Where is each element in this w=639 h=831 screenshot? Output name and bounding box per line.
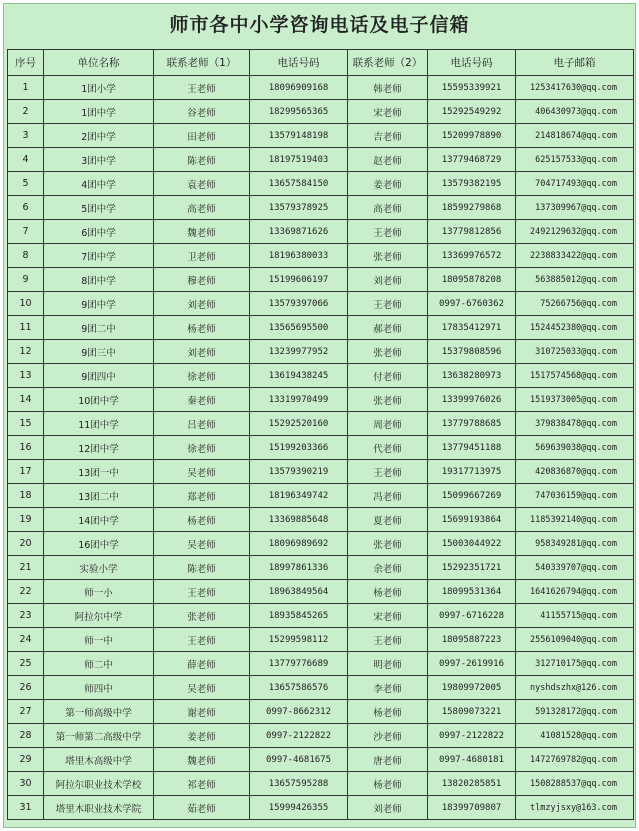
contact-2: 韩老师: [348, 76, 428, 100]
phone-2: 13779812856: [428, 220, 516, 244]
unit-name: 师四中: [44, 676, 154, 700]
phone-1: 15199606197: [250, 268, 348, 292]
row-index: 12: [8, 340, 44, 364]
contact-2: 姜老师: [348, 172, 428, 196]
unit-name: 9团二中: [44, 316, 154, 340]
contact-2: 唐老师: [348, 748, 428, 772]
phone-1: 15299598112: [250, 628, 348, 652]
table-row: [8, 244, 634, 268]
table-row: [8, 292, 634, 316]
phone-2: 0997-6760362: [428, 292, 516, 316]
table-row: [8, 508, 634, 532]
unit-name: 1团小学: [44, 76, 154, 100]
contact-1: 陈老师: [154, 556, 250, 580]
phone-1: 18963849564: [250, 580, 348, 604]
phone-2: 13779788685: [428, 412, 516, 436]
row-index: 24: [8, 628, 44, 652]
phone-2: 15003044922: [428, 532, 516, 556]
email: tlmzyjsxy@163.com: [516, 796, 634, 820]
unit-name: 14团中学: [44, 508, 154, 532]
table-row: [8, 76, 634, 100]
row-index: 14: [8, 388, 44, 412]
email: 958349281@qq.com: [516, 532, 634, 556]
unit-name: 5团中学: [44, 196, 154, 220]
phone-1: 18997861336: [250, 556, 348, 580]
table-row: [8, 316, 634, 340]
email: 137309967@qq.com: [516, 196, 634, 220]
unit-name: 13团二中: [44, 484, 154, 508]
unit-name: 阿拉尔职业技术学校: [44, 772, 154, 796]
contact-2: 付老师: [348, 364, 428, 388]
phone-1: 13657586576: [250, 676, 348, 700]
table-row: [8, 772, 634, 796]
contact-1: 穆老师: [154, 268, 250, 292]
unit-name: 第一师第二高级中学: [44, 724, 154, 748]
row-index: 25: [8, 652, 44, 676]
row-index: 2: [8, 100, 44, 124]
row-index: 6: [8, 196, 44, 220]
phone-2: 15809073221: [428, 700, 516, 724]
table-row: [8, 748, 634, 772]
phone-2: 15379808596: [428, 340, 516, 364]
row-index: 10: [8, 292, 44, 316]
phone-1: 13565695500: [250, 316, 348, 340]
contact-2: 宋老师: [348, 100, 428, 124]
email: 379838478@qq.com: [516, 412, 634, 436]
contact-2: 周老师: [348, 412, 428, 436]
row-index: 28: [8, 724, 44, 748]
contact-2: 刘老师: [348, 796, 428, 820]
table-row: [8, 652, 634, 676]
unit-name: 塔里木高级中学: [44, 748, 154, 772]
contact-2: 王老师: [348, 292, 428, 316]
row-index: 5: [8, 172, 44, 196]
table-row: [8, 148, 634, 172]
unit-name: 3团中学: [44, 148, 154, 172]
phone-2: 0997-6716228: [428, 604, 516, 628]
phone-1: 0997-8662312: [250, 700, 348, 724]
email: 1508288537@qq.com: [516, 772, 634, 796]
unit-name: 塔里木职业技术学院: [44, 796, 154, 820]
contact-2: 宋老师: [348, 604, 428, 628]
contact-2: 赵老师: [348, 148, 428, 172]
email: 312710175@qq.com: [516, 652, 634, 676]
contact-table: [7, 49, 634, 820]
contact-2: 李老师: [348, 676, 428, 700]
table-row: [8, 364, 634, 388]
table-row: [8, 340, 634, 364]
contact-1: 王老师: [154, 580, 250, 604]
phone-2: 18399709807: [428, 796, 516, 820]
contact-2: 杨老师: [348, 580, 428, 604]
phone-2: 0997-2619916: [428, 652, 516, 676]
phone-2: 15292351721: [428, 556, 516, 580]
email: 406430973@qq.com: [516, 100, 634, 124]
email: 1641626794@qq.com: [516, 580, 634, 604]
table-row: [8, 100, 634, 124]
row-index: 22: [8, 580, 44, 604]
row-index: 26: [8, 676, 44, 700]
header-phone-2: 电话号码: [428, 50, 516, 76]
contact-1: 张老师: [154, 604, 250, 628]
row-index: 31: [8, 796, 44, 820]
contact-1: 王老师: [154, 628, 250, 652]
unit-name: 4团中学: [44, 172, 154, 196]
row-index: 23: [8, 604, 44, 628]
phone-1: 13319970499: [250, 388, 348, 412]
phone-2: 15699193864: [428, 508, 516, 532]
row-index: 8: [8, 244, 44, 268]
phone-2: 19809972005: [428, 676, 516, 700]
contact-1: 吴老师: [154, 676, 250, 700]
row-index: 21: [8, 556, 44, 580]
table-row: [8, 196, 634, 220]
contact-2: 杨老师: [348, 700, 428, 724]
email: 704717493@qq.com: [516, 172, 634, 196]
unit-name: 师一小: [44, 580, 154, 604]
email: 2492129632@qq.com: [516, 220, 634, 244]
row-index: 30: [8, 772, 44, 796]
table-row: [8, 532, 634, 556]
contact-1: 高老师: [154, 196, 250, 220]
email: nyshdszhx@126.com: [516, 676, 634, 700]
contact-1: 薛老师: [154, 652, 250, 676]
phone-2: 15209978890: [428, 124, 516, 148]
table-row: [8, 556, 634, 580]
phone-1: 18196349742: [250, 484, 348, 508]
contact-1: 郑老师: [154, 484, 250, 508]
phone-2: 18099531364: [428, 580, 516, 604]
contact-1: 徐老师: [154, 436, 250, 460]
contact-2: 夏老师: [348, 508, 428, 532]
contact-2: 沙老师: [348, 724, 428, 748]
table-row: [8, 580, 634, 604]
phone-1: 18197519403: [250, 148, 348, 172]
table-row: [8, 268, 634, 292]
table-row: [8, 220, 634, 244]
table-row: [8, 436, 634, 460]
email: 591328172@qq.com: [516, 700, 634, 724]
contact-1: 吕老师: [154, 412, 250, 436]
phone-2: 13638280973: [428, 364, 516, 388]
unit-name: 12团中学: [44, 436, 154, 460]
contact-2: 刘老师: [348, 268, 428, 292]
email: 1524452380@qq.com: [516, 316, 634, 340]
phone-2: 0997-2122822: [428, 724, 516, 748]
contact-2: 杨老师: [348, 772, 428, 796]
table-row: [8, 676, 634, 700]
contact-1: 袁老师: [154, 172, 250, 196]
phone-1: 13579378925: [250, 196, 348, 220]
phone-2: 13399976026: [428, 388, 516, 412]
row-index: 16: [8, 436, 44, 460]
email: 41081528@qq.com: [516, 724, 634, 748]
phone-2: 15292549292: [428, 100, 516, 124]
unit-name: 师一中: [44, 628, 154, 652]
table-row: [8, 484, 634, 508]
table-row: [8, 172, 634, 196]
phone-2: 13779468729: [428, 148, 516, 172]
unit-name: 10团中学: [44, 388, 154, 412]
phone-1: 13579397066: [250, 292, 348, 316]
contact-1: 杨老师: [154, 508, 250, 532]
unit-name: 9团中学: [44, 292, 154, 316]
email: 2556109040@qq.com: [516, 628, 634, 652]
phone-1: 18299565365: [250, 100, 348, 124]
contact-1: 吴老师: [154, 532, 250, 556]
email: 1472769782@qq.com: [516, 748, 634, 772]
email: 1519373005@qq.com: [516, 388, 634, 412]
table-row: [8, 604, 634, 628]
unit-name: 9团三中: [44, 340, 154, 364]
row-index: 4: [8, 148, 44, 172]
row-index: 1: [8, 76, 44, 100]
table-row: [8, 724, 634, 748]
contact-2: 王老师: [348, 220, 428, 244]
contact-1: 姜老师: [154, 724, 250, 748]
phone-2: 18095878208: [428, 268, 516, 292]
contact-1: 吴老师: [154, 460, 250, 484]
email: 1517574568@qq.com: [516, 364, 634, 388]
email: 540339707@qq.com: [516, 556, 634, 580]
email: 214818674@qq.com: [516, 124, 634, 148]
phone-1: 15292520160: [250, 412, 348, 436]
phone-1: 13579148198: [250, 124, 348, 148]
unit-name: 16团中学: [44, 532, 154, 556]
contact-2: 张老师: [348, 340, 428, 364]
phone-2: 18095887223: [428, 628, 516, 652]
row-index: 9: [8, 268, 44, 292]
phone-1: 13369871626: [250, 220, 348, 244]
contact-2: 明老师: [348, 652, 428, 676]
email: 625157533@qq.com: [516, 148, 634, 172]
row-index: 27: [8, 700, 44, 724]
phone-1: 13369885648: [250, 508, 348, 532]
contact-2: 张老师: [348, 388, 428, 412]
contact-1: 魏老师: [154, 220, 250, 244]
phone-1: 13657584150: [250, 172, 348, 196]
email: 420836870@qq.com: [516, 460, 634, 484]
email: 310725033@qq.com: [516, 340, 634, 364]
phone-2: 15595339921: [428, 76, 516, 100]
email: 1253417630@qq.com: [516, 76, 634, 100]
table-header-row: [8, 50, 634, 76]
row-index: 29: [8, 748, 44, 772]
email: 569639038@qq.com: [516, 436, 634, 460]
row-index: 20: [8, 532, 44, 556]
table-row: [8, 460, 634, 484]
contact-2: 王老师: [348, 460, 428, 484]
row-index: 17: [8, 460, 44, 484]
contact-2: 张老师: [348, 532, 428, 556]
contact-1: 谷老师: [154, 100, 250, 124]
table-row: [8, 628, 634, 652]
contact-2: 余老师: [348, 556, 428, 580]
phone-1: 18096989692: [250, 532, 348, 556]
table-row: [8, 124, 634, 148]
row-index: 3: [8, 124, 44, 148]
phone-1: 0997-4681675: [250, 748, 348, 772]
table-row: [8, 700, 634, 724]
email: 747036159@qq.com: [516, 484, 634, 508]
header-contact-2: 联系老师（2）: [348, 50, 428, 76]
email: 75266756@qq.com: [516, 292, 634, 316]
contact-1: 刘老师: [154, 340, 250, 364]
email: 41155715@qq.com: [516, 604, 634, 628]
phone-2: 17835412971: [428, 316, 516, 340]
contact-1: 魏老师: [154, 748, 250, 772]
row-index: 19: [8, 508, 44, 532]
unit-name: 7团中学: [44, 244, 154, 268]
unit-name: 13团一中: [44, 460, 154, 484]
unit-name: 11团中学: [44, 412, 154, 436]
contact-1: 刘老师: [154, 292, 250, 316]
header-email: 电子邮箱: [516, 50, 634, 76]
unit-name: 9团四中: [44, 364, 154, 388]
contact-2: 吉老师: [348, 124, 428, 148]
email: 1185392140@qq.com: [516, 508, 634, 532]
header-index: 序号: [8, 50, 44, 76]
contact-1: 陈老师: [154, 148, 250, 172]
table-row: [8, 796, 634, 820]
phone-2: 13820285851: [428, 772, 516, 796]
contact-1: 王老师: [154, 76, 250, 100]
header-unit-name: 单位名称: [44, 50, 154, 76]
contact-1: 卫老师: [154, 244, 250, 268]
row-index: 15: [8, 412, 44, 436]
email: 2238833422@qq.com: [516, 244, 634, 268]
phone-2: 13369976572: [428, 244, 516, 268]
email: 563885012@qq.com: [516, 268, 634, 292]
phone-1: 0997-2122822: [250, 724, 348, 748]
row-index: 18: [8, 484, 44, 508]
unit-name: 第一师高级中学: [44, 700, 154, 724]
contact-2: 王老师: [348, 628, 428, 652]
phone-1: 18196380033: [250, 244, 348, 268]
unit-name: 2团中学: [44, 124, 154, 148]
phone-1: 15199203366: [250, 436, 348, 460]
phone-2: 0997-4680181: [428, 748, 516, 772]
contact-1: 秦老师: [154, 388, 250, 412]
table-row: [8, 412, 634, 436]
unit-name: 8团中学: [44, 268, 154, 292]
contact-1: 徐老师: [154, 364, 250, 388]
phone-1: 18935845265: [250, 604, 348, 628]
phone-1: 18096909168: [250, 76, 348, 100]
header-phone-1: 电话号码: [250, 50, 348, 76]
unit-name: 1团中学: [44, 100, 154, 124]
phone-2: 13779451188: [428, 436, 516, 460]
unit-name: 阿拉尔中学: [44, 604, 154, 628]
contact-1: 祁老师: [154, 772, 250, 796]
phone-1: 13657595288: [250, 772, 348, 796]
unit-name: 实验小学: [44, 556, 154, 580]
unit-name: 6团中学: [44, 220, 154, 244]
table-row: [8, 388, 634, 412]
contact-1: 杨老师: [154, 316, 250, 340]
contact-2: 冯老师: [348, 484, 428, 508]
unit-name: 师二中: [44, 652, 154, 676]
row-index: 7: [8, 220, 44, 244]
phone-2: 15099667269: [428, 484, 516, 508]
phone-1: 13239977952: [250, 340, 348, 364]
header-contact-1: 联系老师（1）: [154, 50, 250, 76]
phone-2: 19317713975: [428, 460, 516, 484]
contact-2: 高老师: [348, 196, 428, 220]
row-index: 13: [8, 364, 44, 388]
row-index: 11: [8, 316, 44, 340]
phone-1: 13579390219: [250, 460, 348, 484]
phone-2: 13579382195: [428, 172, 516, 196]
contact-2: 代老师: [348, 436, 428, 460]
sheet-title: 师市各中小学咨询电话及电子信箱: [169, 14, 470, 36]
phone-1: 15999426355: [250, 796, 348, 820]
contact-1: 茹老师: [154, 796, 250, 820]
contact-1: 谢老师: [154, 700, 250, 724]
contact-2: 张老师: [348, 244, 428, 268]
contact-sheet: [3, 3, 636, 828]
phone-1: 13779776689: [250, 652, 348, 676]
contact-1: 田老师: [154, 124, 250, 148]
phone-2: 18599279868: [428, 196, 516, 220]
contact-2: 郝老师: [348, 316, 428, 340]
phone-1: 13619438245: [250, 364, 348, 388]
